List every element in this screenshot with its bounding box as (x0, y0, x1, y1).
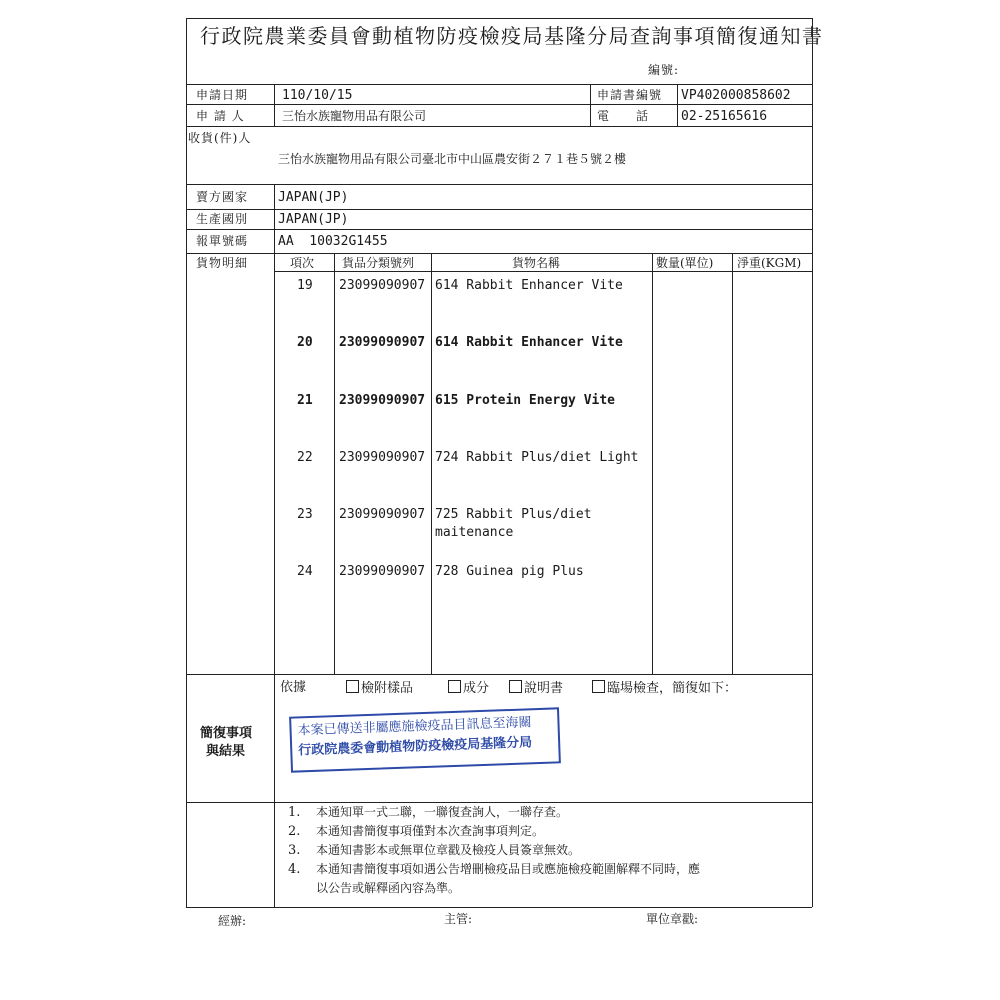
option-sample (346, 680, 413, 696)
option-sample-label: 檢附樣品 (361, 681, 414, 696)
phone-value: 02-25165616 (681, 109, 768, 124)
applicant-label: 申 請 人 (196, 109, 245, 123)
apply-date-label: 申請日期 (196, 88, 249, 102)
note-text-continued: 以公告或解釋函內容為準。 (316, 881, 461, 895)
row-name: 725 Rabbit Plus/diet (435, 507, 592, 522)
consignee-label: 收貨(件)人 (188, 131, 252, 145)
col-header-item: 項次 (290, 256, 315, 270)
basis-label: 依據 (280, 680, 307, 695)
number-label: 編號: (648, 63, 680, 77)
note-number: 1. (288, 805, 301, 820)
consignee-value: 三怡水族寵物用品有限公司臺北市中山區農安街２７１巷５號２樓 (278, 152, 627, 166)
checkbox-icon (346, 680, 359, 693)
row-name: 728 Guinea pig Plus (435, 564, 584, 579)
note-text: 本通知單一式二聯，一聯復查詢人，一聯存查。 (316, 805, 569, 819)
supervisor-label: 主管: (444, 912, 473, 926)
note-text: 本通知書簡復事項僅對本次查詢事項判定。 (316, 824, 545, 838)
row-code: 23099090907 (339, 335, 426, 350)
unit-seal-label: 單位章戳: (646, 912, 699, 926)
row-code: 23099090907 (339, 564, 426, 579)
note-text: 本通知書簡復事項如遇公告增刪檢疫品目或應施檢疫範圍解釋不同時，應 (316, 862, 701, 876)
handler-label: 經辦: (218, 914, 247, 928)
declaration-no-label: 報單號碼 (196, 234, 249, 248)
option-manual-label: 說明書 (524, 681, 564, 696)
row-name: 724 Rabbit Plus/diet Light (435, 450, 639, 465)
official-stamp (289, 707, 561, 772)
seller-country-value: JAPAN(JP) (278, 190, 349, 205)
option-ingredients-label: 成分 (463, 681, 490, 696)
row-code: 23099090907 (339, 393, 426, 408)
checkbox-icon (448, 680, 461, 693)
row-code: 23099090907 (339, 278, 426, 293)
col-header-code: 貨品分類號列 (342, 256, 415, 270)
note-number: 4. (288, 862, 301, 877)
phone-label: 電 話 (597, 109, 650, 123)
result-label-1: 簡復事項 (200, 726, 253, 741)
origin-country-label: 生產國別 (196, 212, 249, 226)
option-inspection-label: 臨場檢查，簡復如下： (607, 681, 738, 696)
stamp-line-2: 行政院農委會動植物防疫檢疫局基隆分局 (298, 735, 533, 759)
option-manual (509, 680, 563, 696)
checkbox-icon (509, 680, 522, 693)
application-no-label: 申請書編號 (597, 88, 663, 102)
row-item: 21 (297, 393, 313, 408)
row-name: 614 Rabbit Enhancer Vite (435, 278, 623, 293)
row-code: 23099090907 (339, 450, 426, 465)
row-item: 24 (297, 564, 313, 579)
stamp-line-1: 本案已傳送非屬應施檢疫品目訊息至海關 (297, 715, 532, 739)
applicant-value: 三怡水族寵物用品有限公司 (282, 109, 427, 123)
col-header-qty: 數量(單位) (656, 256, 714, 270)
row-item: 19 (297, 278, 313, 293)
col-header-name: 貨物名稱 (512, 256, 561, 270)
note-text: 本通知書影本或無單位章戳及檢疫人員簽章無效。 (316, 843, 581, 857)
origin-country-value: JAPAN(JP) (278, 212, 349, 227)
checkbox-icon (592, 680, 605, 693)
page-title: 行政院農業委員會動植物防疫檢疫局基隆分局查詢事項簡復通知書 (200, 24, 824, 48)
note-number: 3. (288, 843, 301, 858)
row-item: 20 (297, 335, 313, 350)
row-name: 615 Protein Energy Vite (435, 393, 616, 408)
goods-detail-label: 貨物明細 (196, 256, 249, 270)
application-no-value: VP402000858602 (681, 88, 791, 103)
note-number: 2. (288, 824, 301, 839)
row-name-continued: maitenance (435, 525, 514, 540)
seller-country-label: 賣方國家 (196, 190, 249, 204)
apply-date-value: 110/10/15 (282, 88, 353, 103)
option-ingredients (448, 680, 489, 696)
result-label-2: 與結果 (206, 744, 246, 759)
row-item: 23 (297, 507, 313, 522)
col-header-weight: 淨重(KGM) (737, 256, 802, 270)
row-item: 22 (297, 450, 313, 465)
row-name: 614 Rabbit Enhancer Vite (435, 335, 623, 350)
row-code: 23099090907 (339, 507, 426, 522)
option-inspection (592, 680, 737, 696)
declaration-no-value: AA 10032G1455 (278, 234, 388, 249)
